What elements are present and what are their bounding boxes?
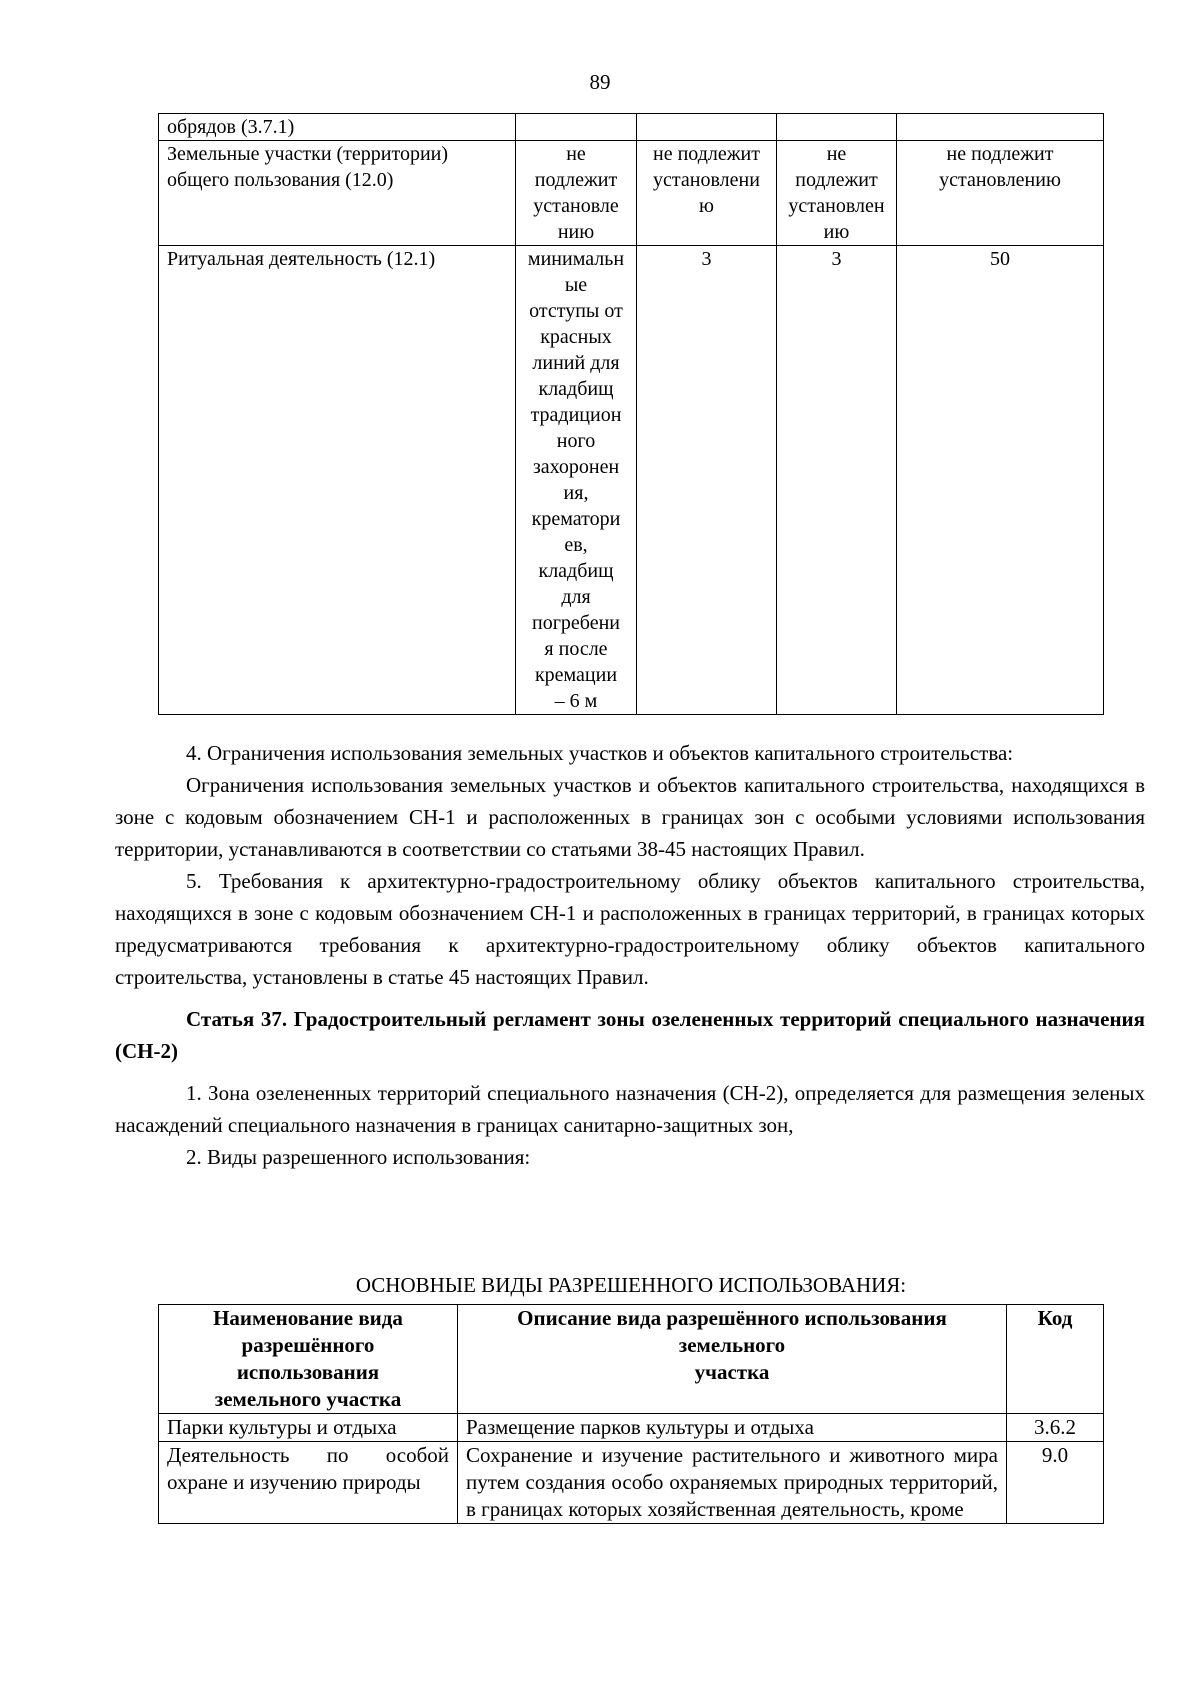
use-description: Размещение парков культуры и отдыха [458,1414,1007,1442]
header-name: Наименование вида разрешённого использования земельного участка [159,1305,458,1414]
land-use-name: обрядов (3.7.1) [159,114,516,141]
table-row [159,1442,1104,1524]
paragraph-4-body: Ограничения использования земельных участков и объектов капитального строительства, находящихся в зоне с кодовым обозначением СН-1 и расположенных в границах зон с особыми условиями использования территории, устанавливаются в соответствии со статьями 38-45 настоящих Правил. [115,773,1145,861]
use-description: Сохранение и изучение растительного и животного мира путем создания особо охраняемых природных территорий, в границах которых хозяйственная деятельность, кроме [458,1442,1007,1524]
param-cell-c5: 50 [897,246,1104,715]
use-name: Парки культуры и отдыха [159,1414,458,1442]
param-cell-c3 [637,114,777,141]
param-cell-c5: не подлежит установлению [897,141,1104,246]
table-header-row [159,1305,1104,1414]
paragraph-4-title: 4. Ограничения использования земельных участков и объектов капитального строительства: [186,741,1014,765]
use-code: 3.6.2 [1007,1414,1104,1442]
param-cell-c2: минимальн ые отступы от красных линий для кладбищ традицион ного захоронен ия, крематори ев, кладбищ для погребени я после кремации – 6 м [516,246,637,715]
param-cell-c4: не подлежит установлен ию [777,141,897,246]
table-row [159,1414,1104,1442]
document-body [115,737,1145,1173]
regulations-table [158,113,1104,715]
article-37-paragraph-1: 1. Зона озелененных территорий специального назначения (СН-2), определяется для размещения зеленых насаждений специального назначения в границах санитарно-защитных зон, [115,1081,1145,1137]
permitted-use-table [158,1304,1104,1524]
param-cell-c4 [777,114,897,141]
table-caption: ОСНОВНЫЕ ВИДЫ РАЗРЕШЕННОГО ИСПОЛЬЗОВАНИЯ: [355,1273,907,1297]
table-row [159,141,1104,246]
use-name: Деятельность по особой охране и изучению природы [159,1442,458,1524]
paragraph-5: 5. Требования к архитектурно-градостроительному облику объектов капитального строительства, находящихся в зоне с кодовым обозначением СН-1 и расположенных в границах территорий, в границах которых предусматриваются требования к архитектурно-градостроительному облику объектов капитального строительства, установлены в статье 45 настоящих Правил. [115,869,1145,989]
article-37-paragraph-2: 2. Виды разрешенного использования: [186,1145,531,1169]
land-use-name: Ритуальная деятельность (12.1) [159,246,516,715]
article-37-heading: Статья 37. Градостроительный регламент зоны озелененных территорий специального назначения (СН-2) [115,1007,1145,1063]
use-code: 9.0 [1007,1442,1104,1524]
param-cell-c5 [897,114,1104,141]
land-use-name: Земельные участки (территории) общего пользования (12.0) [159,141,516,246]
param-cell-c2: не подлежит установле нию [516,141,637,246]
page-number: 89 [589,70,611,94]
header-code: Код [1007,1305,1104,1414]
param-cell-c3: 3 [637,246,777,715]
header-description: Описание вида разрешённого использования земельного участка [458,1305,1007,1414]
param-cell-c4: 3 [777,246,897,715]
param-cell-c3: не подлежит установлени ю [637,141,777,246]
param-cell-c2 [516,114,637,141]
table-row [159,246,1104,715]
table-row [159,114,1104,141]
